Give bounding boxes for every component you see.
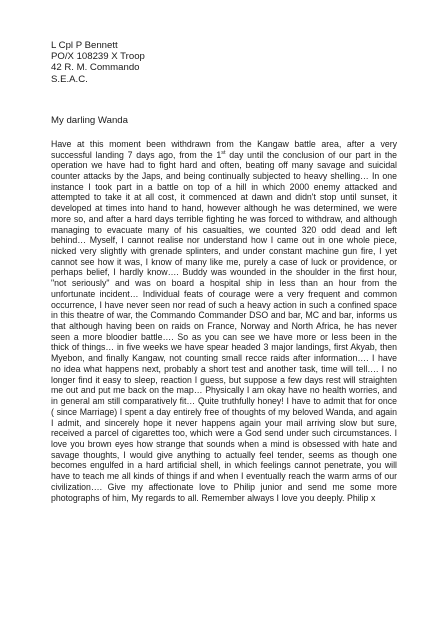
salutation: My darling Wanda	[51, 114, 128, 126]
address-line-name: L Cpl P Bennett	[51, 40, 118, 51]
address-line-service-number: PO/X 108239 X Troop	[51, 51, 145, 63]
address-line-command: S.E.A.C.	[51, 73, 88, 85]
ordinal-suffix: st	[221, 149, 226, 156]
sender-address	[51, 40, 397, 85]
address-line-unit: 42 R. M. Commando	[51, 62, 140, 74]
letter-body-part-1: Have at this moment been withdrawn from the Kangaw battle area, after a very successful landing 7 days ago, from the 1	[51, 138, 397, 160]
letter-body	[51, 139, 397, 503]
letter-body-part-2: day until the conclusion of our part in the operation we have had to fight hard and often, beating off many savage and suicidal counter attacks by the Japs, and being continually subjected to heavy shelling… In one instance I took part in a battle on top of a hill in which 2000 enemy attacked and attempted to take it at all cost, it commenced at dawn and didn't stop until sunset, it developed at times into hand to hand, however although he was determined, we were more so, and after a hard days terrible fighting he was forced to withdraw, and although managing to evacuate many of his casualties, we counted 320 odd dead and left behind… Myself, I cannot realise nor understand how I came out in one whole piece, nicked very slightly with grenade splinters, and under constant machine gun fire, I yet cannot see how it was, I know of many like me, purely a case of luck or providence, or perhaps belief, I hardly know…. Buddy was wounded in the shoulder in the first hour, "not seriously" and was on board a hospital ship in less than an hour from the unfortunate incident… Individual feats of courage were a very frequent and common occurrence, I have never seen nor read of such a heavy action in such a confined space in this theatre of war, the Commando Commander DSO and bar, MC and bar, informs us that although having been on raids on France, Norway and North Africa, he has never seen a more bloodier battle…. So as you can see we have more or less been in the thick of things… in five weeks we have spear headed 3 major landings, first Akyab, then Myebon, and finally Kangaw, not counting small recce raids after information…. I have no idea what happens next, probably a short test and another task, time will tell…. I no longer find it easy to sleep, reaction I guess, but suppose a few days rest will straighten me out and put me back on the map… Physically I am okay have no health worries, and in general am still comparatively fit… Quite truthfully honey! I have to admit that for once ( since Marriage) I spent a day entirely free of thoughts of my beloved Wanda, and again I admit, and sincerely hope it never happens again your mail arriving slow but sure, received a parcel of cigarettes too, which were a God send under such circumstances. I love you brown eyes how strange that sounds when a mind is obsessed with hate and savage thoughts, I would give anything to actually feel tender, seems as though one becomes engulfed in a hard artificial shell, in which feelings cannot penetrate, you will have to teach me all kinds of things if and when I eventually reach the warm arms of our civilization…. Give my affectionate love to Philip junior and send me some more photographs of him, My regards to all. Remember always I love you deeply. Philip x	[51, 149, 397, 503]
